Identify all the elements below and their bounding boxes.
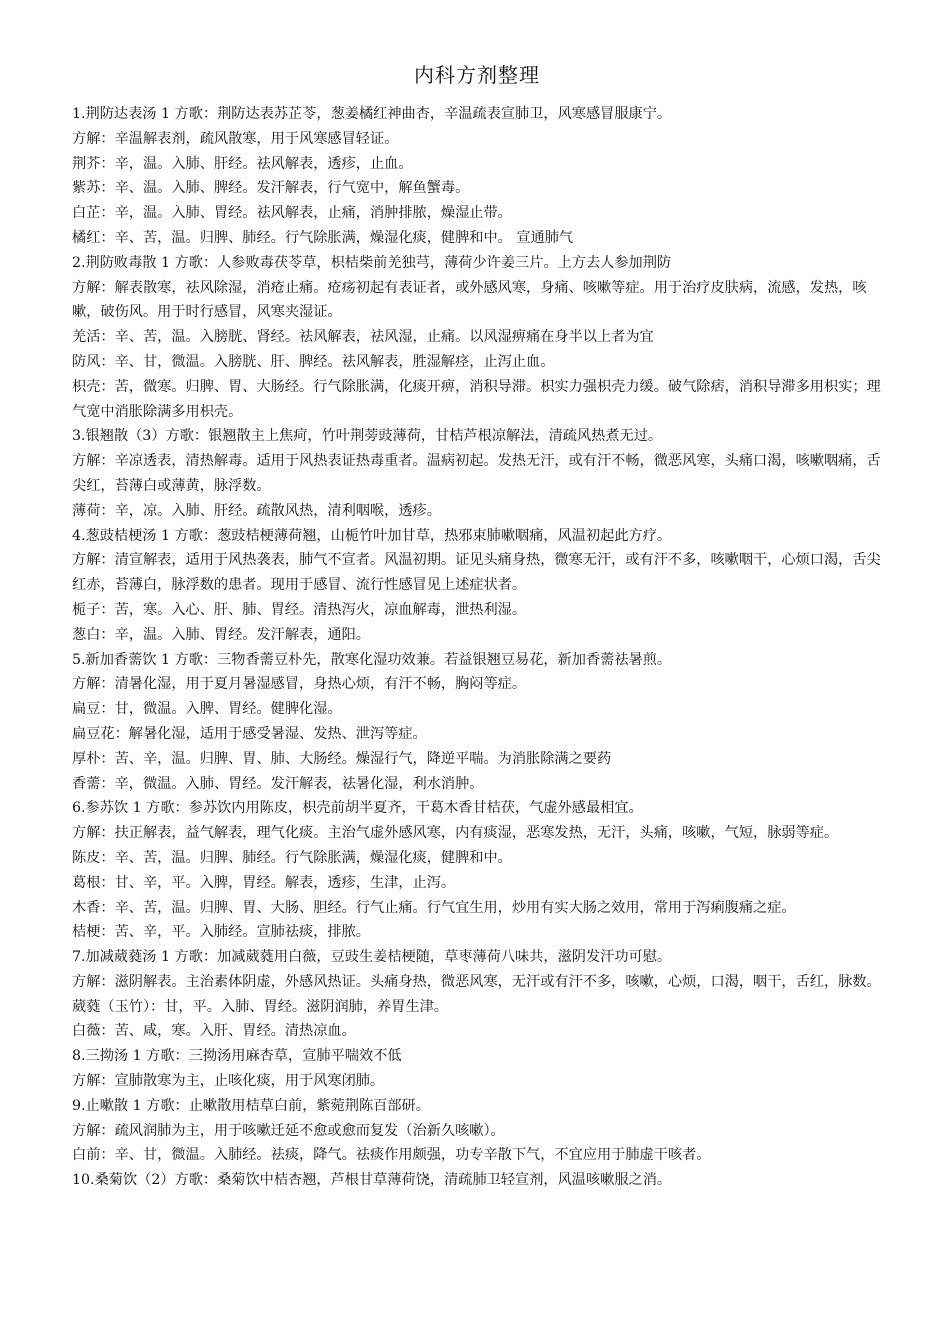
text-line: 1.荆防达表汤 1 方歌：荆防达表苏芷苓，葱姜橘红神曲杏，辛温疏表宣肺卫，风寒感冒服康宁。 [72,106,672,122]
text-line: 方解：辛温解表剂，疏风散寒，用于风寒感冒轻证。 [72,130,399,147]
text-line: 葛根：甘、辛，平。入脾，胃经。解表，透疹，生津，止泻。 [72,874,456,891]
text-line: 白薇：苦、咸，寒。入肝、胃经。清热凉血。 [72,1023,356,1040]
text-line: 陈皮：辛、苦，温。归脾、肺经。行气除胀满，燥湿化痰，健脾和中。 [72,849,512,866]
text-line: 方解：解表散寒，祛风除湿，消疮止痛。疮疡初起有表证者，或外感风寒，身痛、咳嗽等症。用于治疗皮肤病，流感，发热，咳嗽，破伤风。用于时行感冒，风寒夹湿证。 [72,279,867,321]
text-line: 防风：辛、甘，微温。入膀胱、肝、脾经。祛风解表，胜湿解痉，止泻止血。 [72,353,555,370]
text-line: 桔梗：苦、辛，平。入肺经。宣肺祛痰，排脓。 [72,924,370,941]
text-line: 橘红：辛、苦，温。归脾、肺经。行气除胀满，燥湿化痰，健脾和中。 宣通肺气 [72,229,574,246]
text-line: 葱白：辛，温。入肺、胃经。发汗解表，通阳。 [72,626,370,643]
text-line: 方解：扶正解表，益气解表，理气化痰。主治气虚外感风寒，内有痰湿，恶寒发热，无汗，头痛，咳嗽，气短，脉弱等症。 [72,825,839,842]
text-line: 薄荷：辛，凉。入肺、肝经。疏散风热，清利咽喉，透疹。 [72,502,441,519]
text-line: 10.桑菊饮（2）方歌：桑菊饮中桔杏翘，芦根甘草薄荷饶，清疏肺卫轻宣剂，风温咳嗽服之消。 [72,1172,672,1189]
text-line: 白芷：辛，温。入肺、胃经。祛风解表，止痛，消肿排脓，燥湿止带。 [72,205,512,222]
text-line: 方解：辛凉透表，清热解毒。适用于风热表证热毒重者。温病初起。发热无汗，或有汗不畅，微恶风寒，头痛口渴，咳嗽咽痛，舌尖红，苔薄白或薄黄，脉浮数。 [72,453,881,494]
text-line: 5.新加香薷饮 1 方歌：三物香薷豆朴先，散寒化湿功效兼。若益银翘豆易花，新加香薷祛暑煎。 [72,651,672,668]
text-line: 9.止嗽散 1 方歌：止嗽散用桔草白前，紫菀荆陈百部研。 [72,1097,430,1114]
text-line: 香薷：辛，微温。入肺、胃经。发汗解表，祛暑化湿，利水消肿。 [72,775,484,792]
text-line: 荆芥：辛，温。入肺、肝经。祛风解表，透疹，止血。 [72,155,413,172]
text-line: 方解：清宣解表，适用于风热袭表，肺气不宣者。风温初期。证见头痛身热，微寒无汗，或有汗不多，咳嗽咽干，心烦口渴，舌尖红赤，苔薄白，脉浮数的患者。现用于感冒、流行性感冒见上述症状者。 [72,552,881,594]
text-line: 方解：滋阴解表。主治素体阴虚，外感风热证。头痛身热，微恶风寒，无汗或有汗不多，咳嗽，心烦，口渴，咽干，舌红，脉数。 [72,973,881,990]
text-line: 羌活：辛、苦，温。入膀胱、肾经。祛风解表，祛风湿，止痛。以风湿痹痛在身半以上者为宜 [72,329,654,346]
text-line: 紫苏：辛、温。入肺、脾经。发汗解表，行气宽中，解鱼蟹毒。 [72,180,470,197]
text-line: 方解：清暑化湿，用于夏月暑湿感冒，身热心烦，有汗不畅，胸闷等症。 [72,676,527,693]
text-line: 方解：疏风润肺为主，用于咳嗽迁延不愈或愈而复发（治新久咳嗽）。 [72,1122,505,1139]
document-page [72,60,882,1193]
text-line: 木香：辛、苦，温。归脾、胃、大肠、胆经。行气止痛。行气宜生用，炒用有实大肠之效用，常用于泻痢腹痛之症。 [72,899,796,916]
text-line: 3.银翘散（3）方歌：银翘散主上焦疴，竹叶荆蒡豉薄荷，甘桔芦根凉解法，清疏风热煮无过。 [72,428,663,445]
text-line: 6.参苏饮 1 方歌：参苏饮内用陈皮，枳壳前胡半夏齐，干葛木香甘桔茯，气虚外感最相宜。 [72,800,643,817]
text-line: 2.荆防败毒散 1 方歌：人参败毒茯苓草，枳桔柴前羌独芎，薄荷少许姜三片。上方去人参加荆防 [72,254,672,271]
page-title: 内科方剂整理 [414,63,540,87]
text-line: 4.葱豉桔梗汤 1 方歌：葱豉桔梗薄荷翘，山栀竹叶加甘草，热邪束肺嗽咽痛，风温初起此方疗。 [72,527,672,544]
text-line: 枳壳：苦，微寒。归脾、胃、大肠经。行气除胀满，化痰开痹，消积导滞。枳实力强枳壳力缓。破气除痞，消积导滞多用枳实；理气宽中消胀除满多用枳壳。 [72,378,881,420]
text-line: 扁豆花：解暑化湿，适用于感受暑湿、发热、泄泻等症。 [72,725,427,742]
text-line: 栀子：苦，寒。入心、肝、肺、胃经。清热泻火，凉血解毒，泄热利湿。 [72,601,527,618]
text-line: 葳蕤（玉竹）：甘，平。入肺、胃经。滋阴润肺，养胃生津。 [72,998,448,1015]
text-line: 方解：宣肺散寒为主，止咳化痰，用于风寒闭肺。 [72,1073,385,1090]
text-line: 7.加减葳蕤汤 1 方歌：加减葳蕤用白薇，豆豉生姜桔梗随，草枣薄荷八味共，滋阴发汗功可慰。 [72,949,672,966]
text-line: 8.三拗汤 1 方歌：三拗汤用麻杏草，宣肺平喘效不低 [72,1048,402,1065]
text-line: 厚朴：苦、辛，温。归脾、胃、肺、大肠经。燥湿行气，降逆平喘。为消胀除满之要药 [72,750,612,767]
text-line: 白前：辛、甘，微温。入肺经。祛痰，降气。祛痰作用颇强，功专辛散下气，不宜应用于肺虚干咳者。 [72,1147,711,1164]
text-line: 扁豆：甘，微温。入脾、胃经。健脾化湿。 [72,701,342,718]
document-body [72,102,882,1193]
